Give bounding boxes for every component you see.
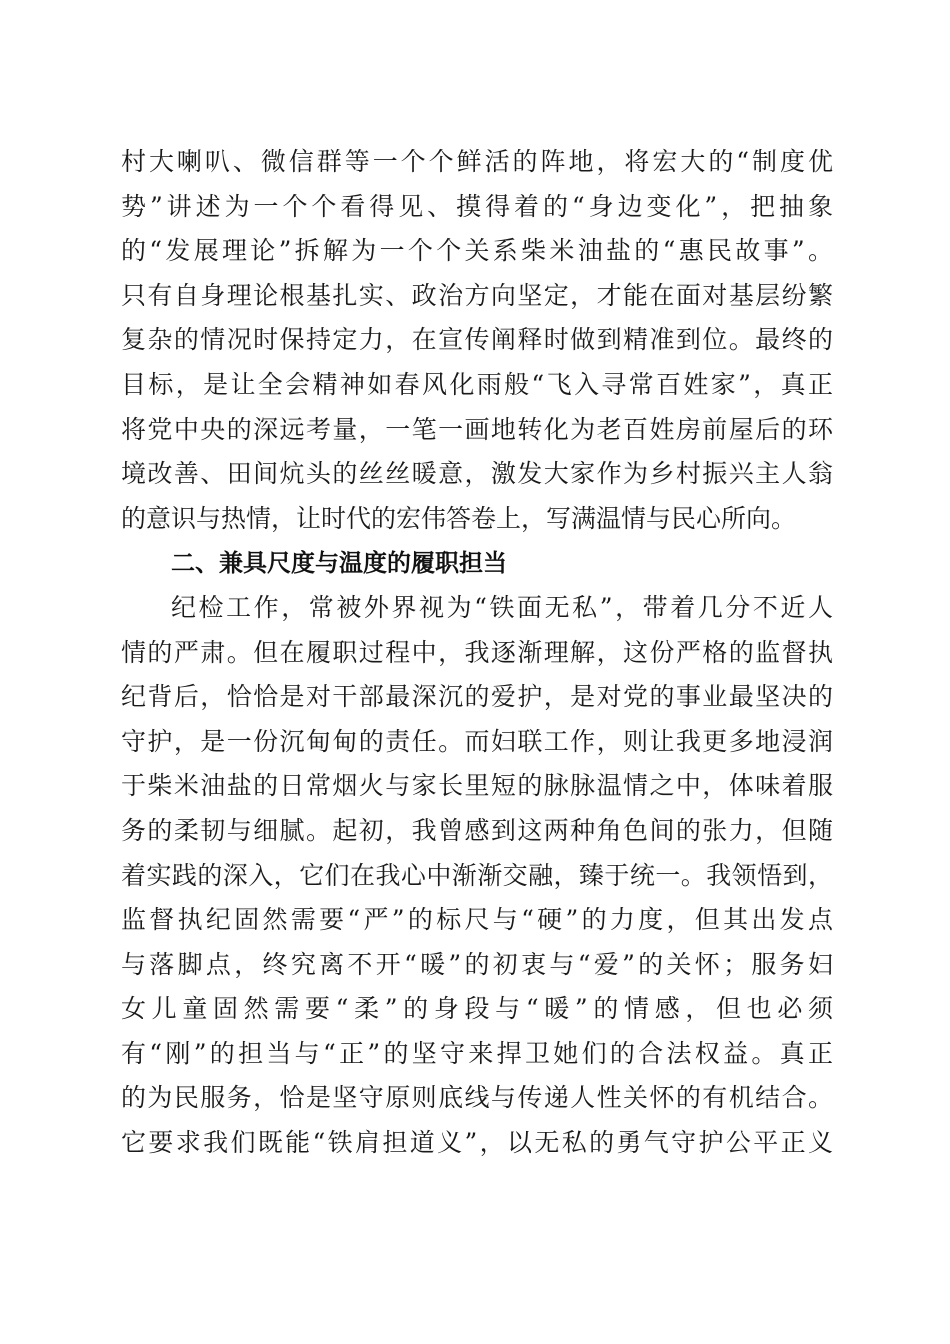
paragraph-line: 监督执纪固然需要“严”的标尺与“硬”的力度，但其出发点 [121, 905, 833, 935]
paragraph-line: 势”讲述为一个个看得见、摸得着的“身边变化”，把抽象 [121, 191, 833, 221]
body-text [121, 140, 833, 1166]
paragraph-line: 的意识与热情，让时代的宏伟答卷上，写满温情与民心所向。 [121, 503, 797, 533]
paragraph-line: 务的柔韧与细腻。起初，我曾感到这两种角色间的张力，但随 [121, 815, 833, 845]
paragraph-line: 纪背后，恰恰是对干部最深沉的爱护，是对党的事业最坚决的 [121, 682, 833, 712]
paragraph-line: 有“刚”的担当与“正”的坚守来捍卫她们的合法权益。真正 [121, 1038, 833, 1068]
paragraph-line: 着实践的深入，它们在我心中渐渐交融，臻于统一。我领悟到， [121, 860, 833, 890]
paragraph-line: 与落脚点，终究离不开“暖”的初衷与“爱”的关怀；服务妇 [121, 949, 833, 979]
paragraph-line: 的为民服务，恰是坚守原则底线与传递人性关怀的有机结合。 [121, 1083, 833, 1113]
paragraph-line: 复杂的情况时保持定力，在宣传阐释时做到精准到位。最终的 [121, 325, 833, 355]
paragraph-line: 将党中央的深远考量，一笔一画地转化为老百姓房前屋后的环 [121, 414, 833, 444]
paragraph-line: 女儿童固然需要“柔”的身段与“暖”的情感，但也必须 [121, 994, 833, 1024]
paragraph-line: 境改善、田间炕头的丝丝暖意，激发大家作为乡村振兴主人翁 [121, 459, 833, 489]
paragraph-line: 它要求我们既能“铁肩担道义”，以无私的勇气守护公平正义 [121, 1128, 833, 1158]
paragraph-line: 情的严肃。但在履职过程中，我逐渐理解，这份严格的监督执 [121, 637, 833, 667]
section-heading: 二、兼具尺度与温度的履职担当 [171, 549, 507, 578]
paragraph-line: 守护，是一份沉甸甸的责任。而妇联工作，则让我更多地浸润 [121, 726, 833, 756]
paragraph-line: 只有自身理论根基扎实、政治方向坚定，才能在面对基层纷繁 [121, 280, 833, 310]
paragraph-line: 于柴米油盐的日常烟火与家长里短的脉脉温情之中，体味着服 [121, 771, 833, 801]
paragraph-line: 村大喇叭、微信群等一个个鲜活的阵地，将宏大的“制度优 [121, 147, 833, 176]
paragraph-line: 目标，是让全会精神如春风化雨般“飞入寻常百姓家”，真正 [121, 369, 833, 399]
paragraph-line: 纪检工作，常被外界视为“铁面无私”，带着几分不近人 [171, 592, 833, 622]
paragraph-line: 的“发展理论”拆解为一个个关系柴米油盐的“惠民故事”。 [121, 236, 833, 266]
